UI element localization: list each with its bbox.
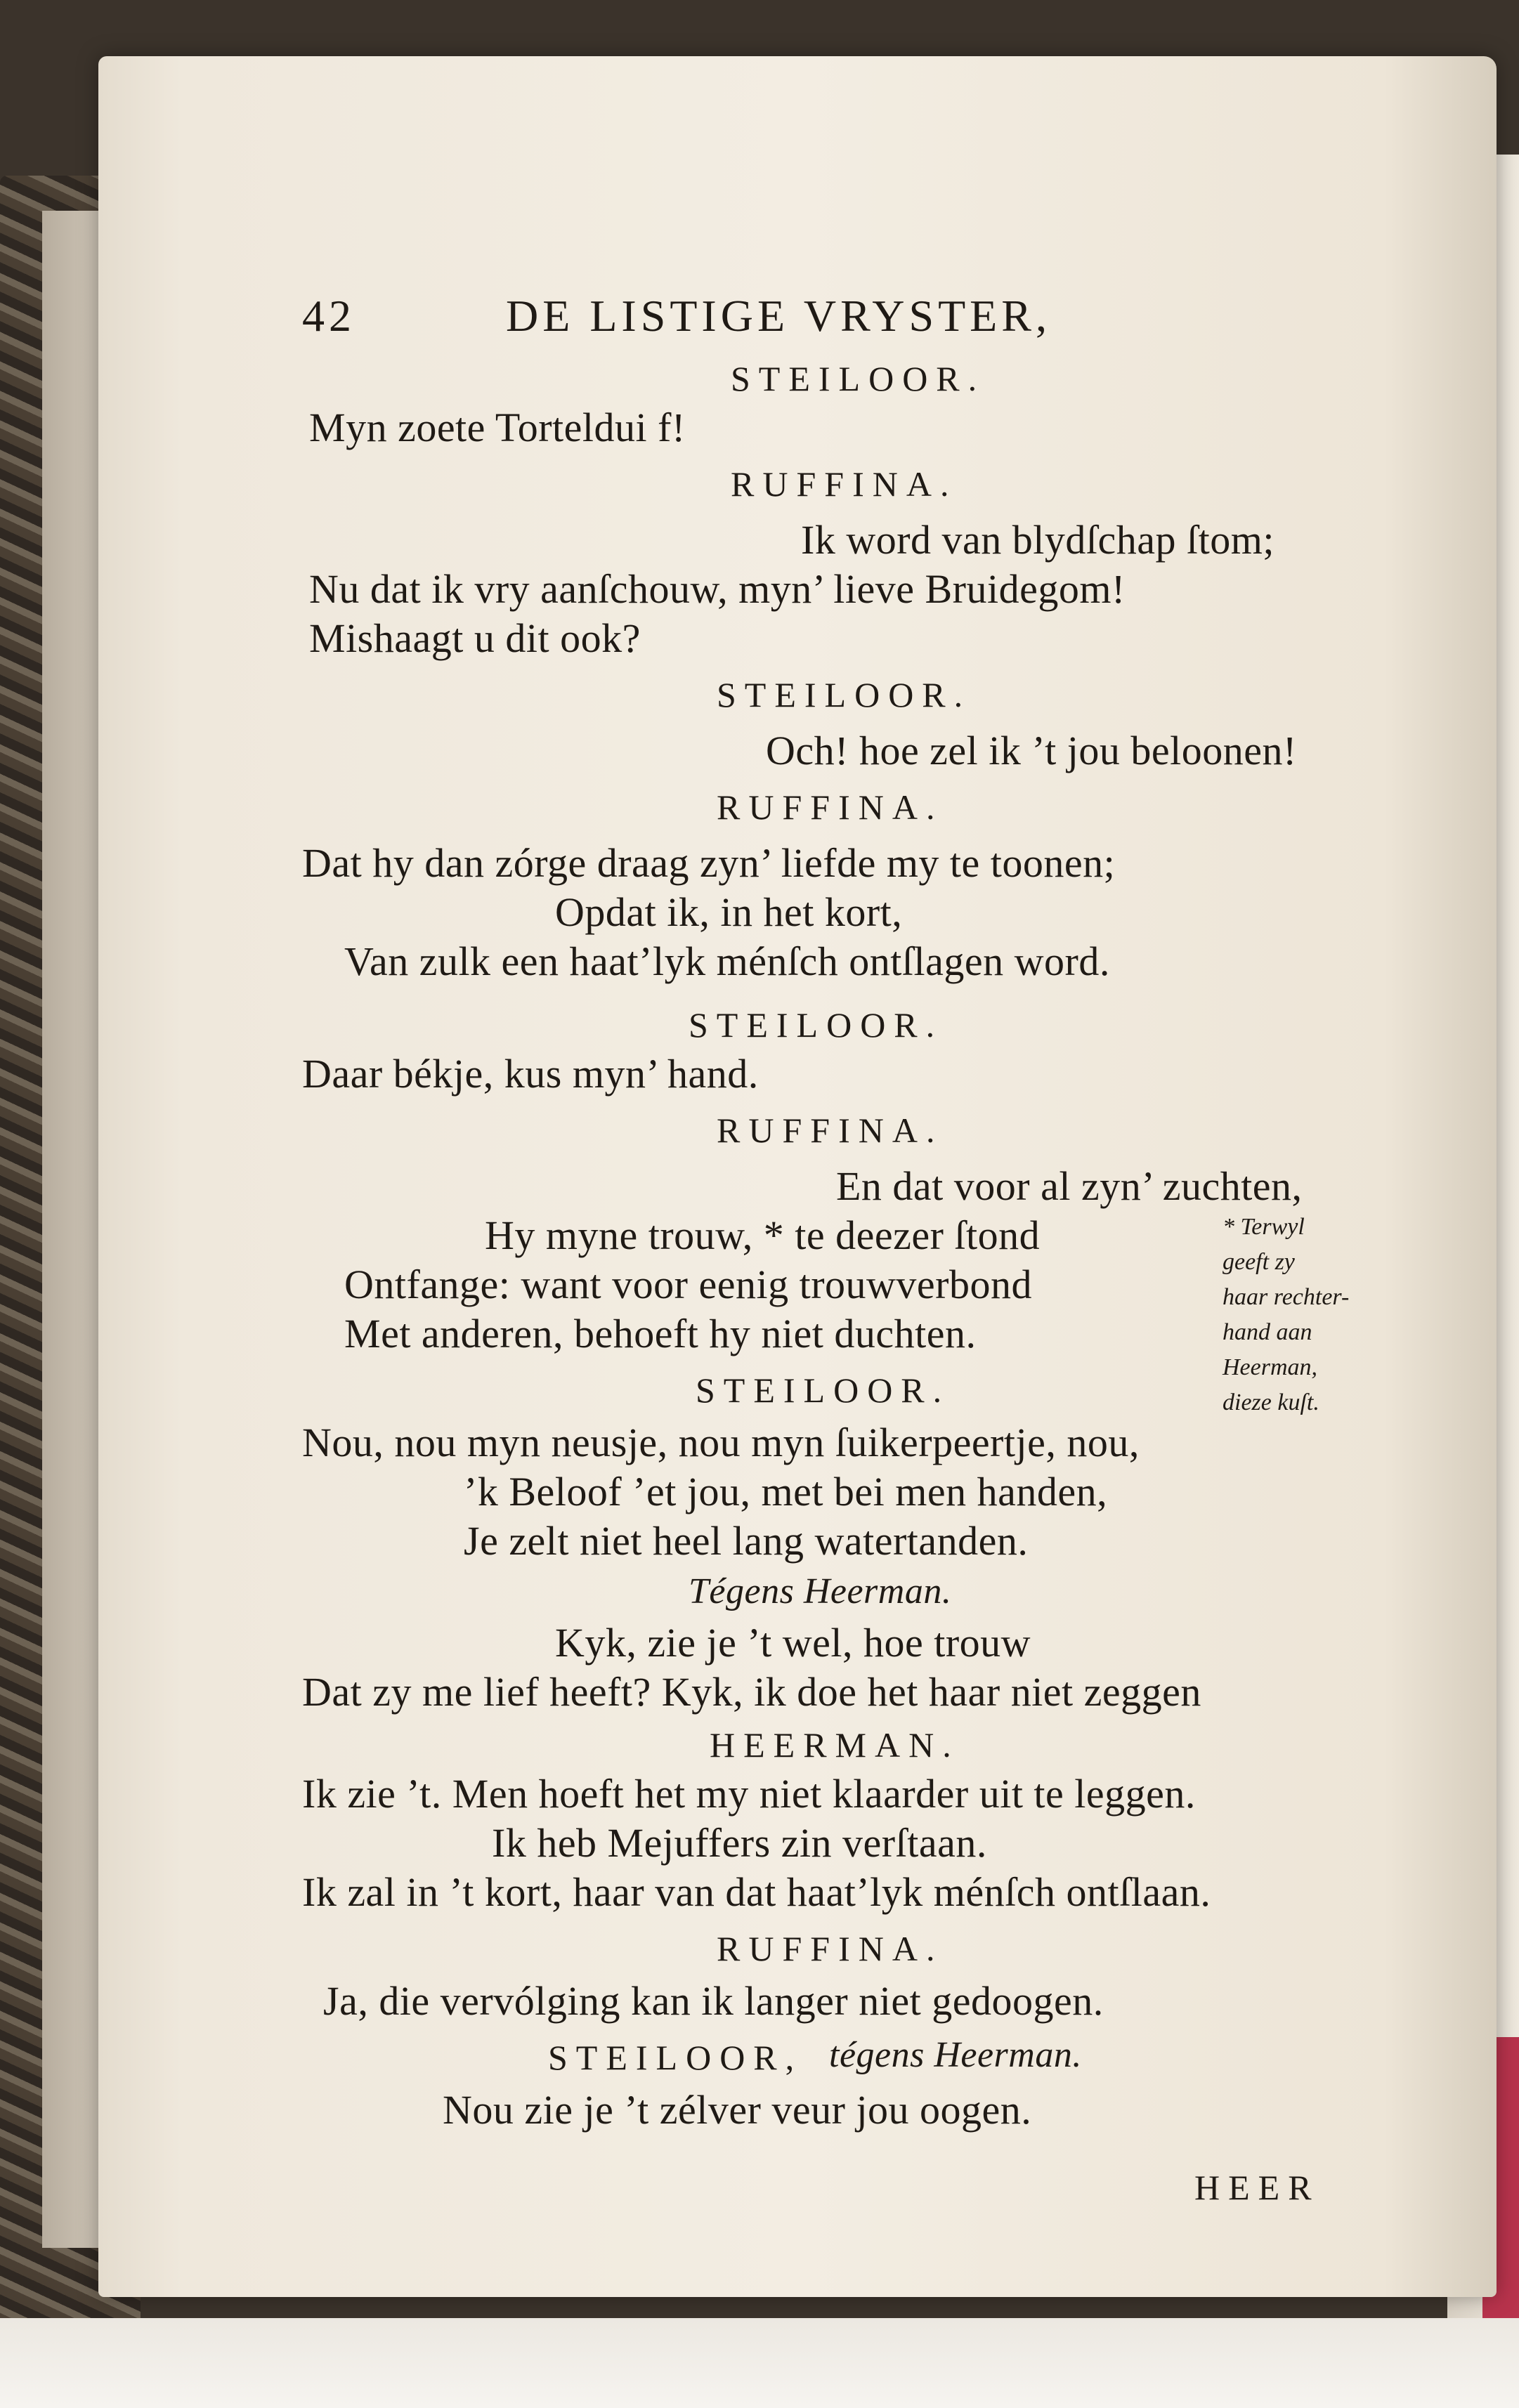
- speaker-heading: STEILOOR.: [696, 1370, 951, 1410]
- verse-line: Van zulk een haat’lyk ménſch ontſlagen word.: [344, 938, 1110, 984]
- verse-line: Och! hoe zel ik ’t jou beloonen!: [766, 728, 1297, 773]
- book-page: [98, 56, 1497, 2297]
- speaker-heading: RUFFINA.: [717, 1111, 944, 1150]
- margin-note-line: haar rechter-: [1223, 1284, 1350, 1310]
- verse-line: Mishaagt u dit ook?: [309, 615, 641, 661]
- verse-line: Opdat ik, in het kort,: [555, 889, 903, 935]
- verse-line: Daar békje, kus myn’ hand.: [302, 1051, 759, 1097]
- stage-direction: Tégens Heerman.: [689, 1571, 952, 1611]
- speaker-heading: STEILOOR.: [731, 359, 986, 398]
- margin-note-line: Heerman,: [1223, 1354, 1318, 1380]
- running-title: DE LISTIGE VRYSTER,: [506, 291, 1051, 341]
- speaker-heading: STEILOOR.: [717, 675, 972, 714]
- margin-note-line: dieze kuſt.: [1223, 1389, 1319, 1415]
- margin-note-line: hand aan: [1223, 1319, 1312, 1345]
- verse-line: Ik zal in ’t kort, haar van dat haat’lyk ménſch ontſlaan.: [302, 1869, 1211, 1915]
- verse-line: Ik zie ’t. Men hoeft het my niet klaarder uit te leggen.: [302, 1771, 1196, 1817]
- verse-line: Met anderen, behoeft hy niet duchten.: [344, 1311, 977, 1356]
- verse-line: Nou, nou myn neusje, nou myn ſuikerpeertje, nou,: [302, 1420, 1140, 1465]
- page-number: 42: [302, 291, 356, 341]
- verse-line: Myn zoete Torteldui f!: [309, 405, 686, 450]
- verse-line: Hy myne trouw, * te deezer ſtond: [485, 1212, 1041, 1258]
- verse-line: Ik heb Mejuffers zin verſtaan.: [492, 1820, 987, 1866]
- table-surface: [0, 2318, 1519, 2408]
- speaker-heading: STEILOOR,: [548, 2038, 803, 2077]
- speaker-heading: RUFFINA.: [731, 464, 958, 504]
- verse-line: Nu dat ik vry aanſchouw, myn’ lieve Bruidegom!: [309, 566, 1126, 612]
- verse-line: Ja, die vervólging kan ik langer niet gedoogen.: [323, 1978, 1104, 2024]
- catchword: HEER: [1194, 2168, 1320, 2207]
- verse-line: Je zelt niet heel lang watertanden.: [464, 1518, 1029, 1564]
- verse-line: Dat hy dan zórge draag zyn’ liefde my te toonen;: [302, 840, 1116, 886]
- speaker-heading: STEILOOR.: [689, 1005, 944, 1045]
- verse-line: En dat voor al zyn’ zuchten,: [836, 1163, 1303, 1209]
- verse-line: ’k Beloof ’et jou, met bei men handen,: [464, 1469, 1108, 1514]
- margin-note-line: * Terwyl: [1223, 1214, 1305, 1240]
- speaker-heading: RUFFINA.: [717, 1929, 944, 1968]
- verse-line: Nou zie je ’t zélver veur jou oogen.: [443, 2087, 1032, 2133]
- verse-line: Ontfange: want voor eenig trouwverbond: [344, 1262, 1032, 1307]
- stage-direction: tégens Heerman.: [829, 2035, 1082, 2075]
- speaker-heading: RUFFINA.: [717, 787, 944, 827]
- speaker-heading: HEERMAN.: [710, 1725, 960, 1765]
- verse-line: Dat zy me lief heeft? Kyk, ik doe het haar niet zeggen: [302, 1669, 1201, 1715]
- verse-line: Ik word van blydſchap ſtom;: [801, 517, 1274, 563]
- margin-note-line: geeft zy: [1223, 1249, 1295, 1275]
- verse-line: Kyk, zie je ’t wel, hoe trouw: [555, 1620, 1031, 1666]
